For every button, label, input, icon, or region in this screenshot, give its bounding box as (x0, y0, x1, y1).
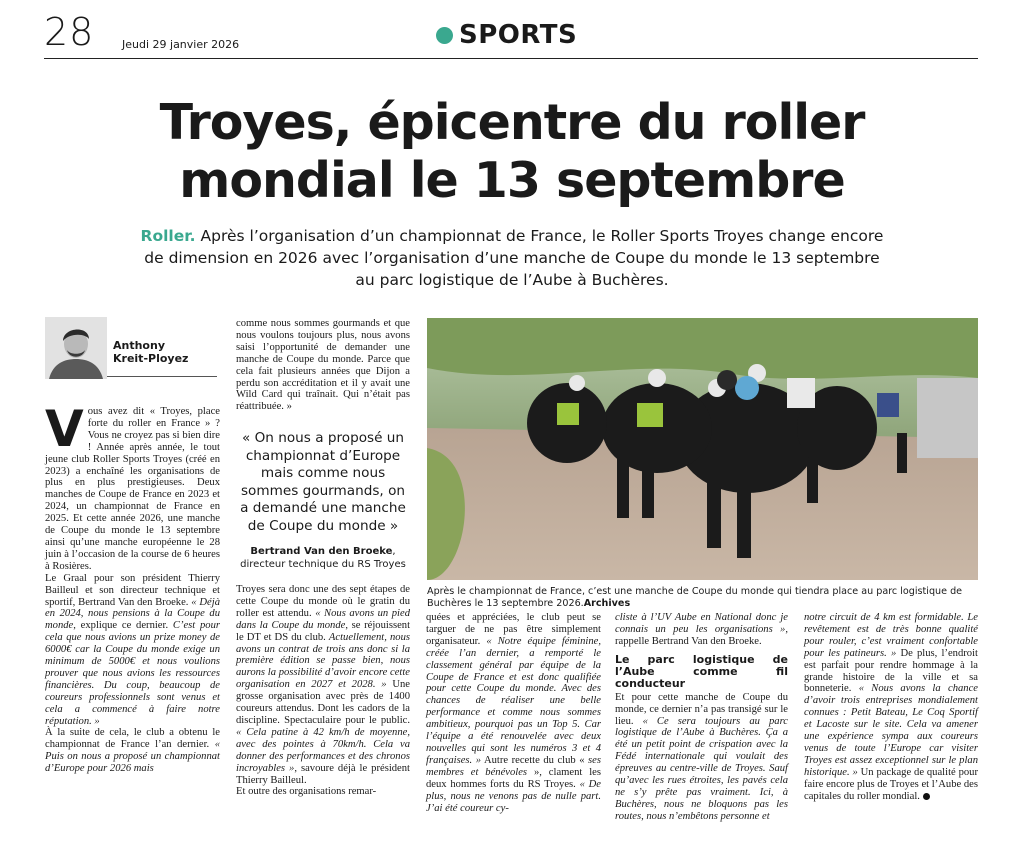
section-label (436, 20, 577, 50)
column-2-top: comme nous sommes gourmands et que nous voulons toujours plus, nous avons saisi l’opportunité de demander une manche de Coupe du monde. Parce que cela fait plusieurs années que Dijon a perdu son accréditation et il y avait une Wild Card qui traînait. Qui n’était pas réattribuée. » (236, 318, 410, 413)
paragraph: quées et appréciées, le club peut se targuer de ne pas être simplement organisateur. « Notre équipe féminine, créée l’an dernier, a remporté le classement général par équipe de la Coupe de France et est donc qualifiée pour cette Coupe du monde. Avec des chances de réaliser une belle performance et comme nous sommes ambitieux, pourquoi pas un Top 5. Car l’équipe a été renouvelée avec deux nouvelles qui sont les numéros 3 et 4 françaises. » Autre recette du club « ses membres et bénévoles », clament les deux hommes forts du RS Troyes. « De plus, nous ne venons pas de nulle part. J’ai été coureur cy- (426, 612, 601, 814)
section-title: SPORTS (459, 20, 578, 50)
paragraph: Et pour cette manche de Coupe du monde, ce dernier n’a pas transigé sur le lieu. « Ce sera toujours au parc logistique de l’Aube à Buchères. Ça a été un petit point de crispation avec la Fédé internationale qui voulait des épreuves au centre-ville de Troyes. Sauf qu’avec les rues étroites, les pavés cela ne s’y prête pas vraiment. Ici, à Buchères, nous ne bloquons pas les routes, nous n’embêtons personne et (615, 691, 788, 822)
author-name: Anthony Kreit-Ployez (113, 339, 189, 365)
roller-race-photo-icon (427, 318, 978, 580)
paragraph: Le Graal pour son président Thierry Bailleul et son directeur technique et sportif, Bertrand Van den Broeke. « Déjà en 2024, nous pensions à la Coupe du monde, explique ce dernier. C’est pour cela que nous avions un prize money de 6000€ car la Coupe du monde exige un minimum de 5000€ et nous voulions prouver que nous avions les ressources financières. Du coup, beaucoup de coureurs professionnels sont venus et cela a commencé à faire notre réputation. » (45, 572, 221, 727)
author-avatar (45, 317, 107, 379)
paragraph: cliste à l’UV Aube en National donc je connais un peu les organisations », rappelle Bertrand Van den Broeke. (615, 612, 788, 647)
header-rule (44, 58, 978, 59)
column-3 (426, 612, 601, 814)
kicker: Roller. (140, 227, 196, 245)
paragraph: notre circuit de 4 km est formidable. Le revêtement est de très bonne qualité pour rouler, c’est vraiment confortable pour les patineurs. » De plus, l’endroit est parfait pour rendre hommage à la grande histoire de la ville et sa bonneterie. « Nous avons la chance d’avoir trois entreprises mondialement connues : Petit Bateau, Le Coq Sportif et Lacoste sur le site. Cela va amener une expérience sympa aux coureurs venus de toute l’Europe car visiter Troyes est assez exceptionnel sur le plan historique. » Un package de qualité pour faire encore plus de Troyes et l’Aube des capitales du roller mondial. (804, 612, 978, 802)
standfirst-text: Après l’organisation d’un championnat de France, le Roller Sports Troyes change encore de dimension en 2026 avec l’organisation d’une manche de Coupe du monde le 13 septembre au parc logistique de l’Aube à Buchères. (144, 227, 884, 289)
paragraph: Troyes sera donc une des sept étapes de cette Coupe du monde où le gratin du roller est attendu. « Nous avons un pied dans la Coupe du monde, se réjouissent le DT et DS du club. Actuellement, nous avons un contrat de trois ans donc si la première édition se passe bien, nous aurons la possibilité d’avoir encore cette organisation en 2027 et 2028. » Une grosse organisation avec près de 1400 coureurs attendus. Dont les cadors de la discipline. Spectaculaire pour le public. « Cela patine à 42 km/h de moyenne, avec des pointes à 70km/h. Cela va donner des performances et des chronos incroyables », savoure déjà le président Thierry Bailleul. (236, 584, 411, 786)
headline-line-2: mondial le 13 septembre (179, 152, 845, 209)
byline (45, 317, 217, 377)
column-5 (804, 612, 978, 803)
paragraph: À la suite de cela, le club a obtenu le championnat de France l’an dernier. « Puis on nous a proposé un championnat d’Europe pour 2026 mais (45, 727, 220, 775)
photo-credit: Archives (583, 598, 631, 609)
publication-date: Jeudi 29 janvier 2026 (122, 38, 240, 51)
column-4 (615, 612, 788, 823)
article-photo (427, 318, 978, 580)
drop-cap: V (45, 400, 84, 458)
end-mark-icon (923, 793, 930, 800)
headline (60, 94, 964, 210)
pull-quote: « On nous a proposé un championnat d’Europe mais comme nous sommes gourmands, on a demandé une manche de Coupe du monde » (240, 430, 406, 534)
headline-line-1: Troyes, épicentre du roller (159, 94, 865, 151)
paragraph: Vous avez dit « Troyes, place forte du roller en France » ? Vous ne croyez pas si bien dire ! Année après année, le tout jeune club Roller Sports Troyes (créé en 2023) a enchaîné les organisations de plus en plus prestigieuses. Deux manches de Coupe de France en 2023 et 2024, un championnat de France en 2025. Et cette année 2026, une manche de Coupe du monde le 13 septembre ainsi qu’une manche européenne le 28 juin à l’occasion de la course de 6 heures à Rosières. (45, 400, 220, 572)
page-number: 28 (44, 10, 95, 54)
paragraph: Et outre des organisations remar- (236, 786, 377, 798)
pull-quote-attribution: Bertrand Van den Broeke, directeur technique du RS Troyes (240, 546, 406, 570)
column-2 (236, 584, 410, 798)
column-1 (45, 400, 221, 775)
subheading: Le parc logistique de l’Aube comme fil conducteur (615, 652, 788, 690)
standfirst (140, 225, 884, 291)
author-portrait-icon (45, 317, 107, 379)
photo-caption: Après le championnat de France, c’est une manche de Coupe du monde qui tiendra place au parc logistique de Buchères le 13 septembre 2026.Archives (427, 586, 963, 609)
section-dot-icon (436, 27, 453, 44)
